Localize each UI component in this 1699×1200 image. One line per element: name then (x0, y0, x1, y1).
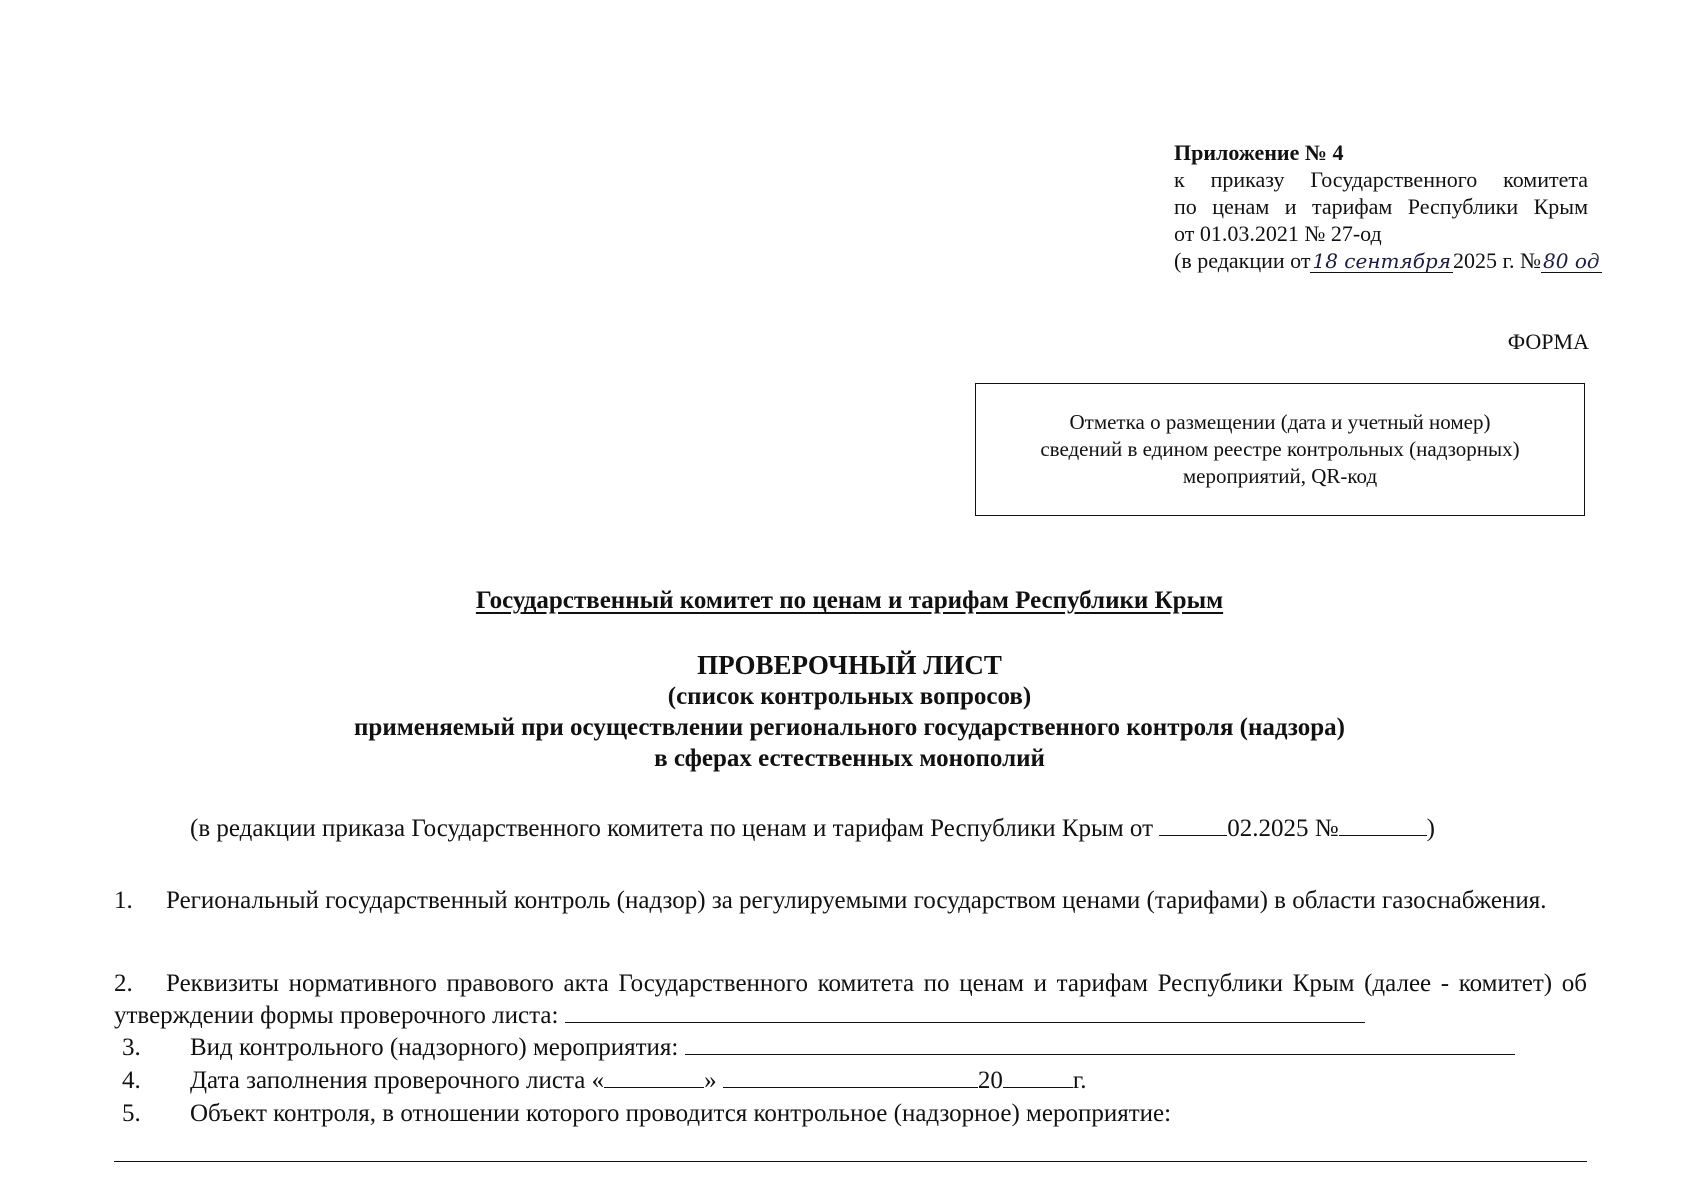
item-number: 5. (122, 1100, 141, 1127)
document-title (0, 650, 1699, 774)
edition-note (190, 813, 1435, 843)
item-text: Реквизиты нормативного правового акта Государственного комитета по ценам и тарифам Республики Крым (далее - комитет) об утверждении формы проверочного листа: (114, 970, 1587, 1029)
appendix-edition-line (1174, 247, 1600, 274)
organization-name: Государственный комитет по ценам и тарифам Республики Крым (475, 587, 1224, 614)
list-item (114, 885, 1587, 917)
title-description-cont: в сферах естественных монополий (654, 745, 1045, 772)
appendix-header (1174, 139, 1600, 274)
item-number: 4. (122, 1067, 141, 1094)
form-label: ФОРМА (1507, 329, 1589, 354)
fill-month-blank[interactable] (723, 1065, 978, 1088)
registry-box-line: мероприятий, QR-код (1182, 464, 1378, 488)
item-text-mid: » (704, 1067, 723, 1094)
list-item (114, 1065, 1587, 1097)
item-number: 3. (122, 1034, 141, 1061)
control-object-blank[interactable] (114, 1161, 1587, 1162)
appendix-edition-prefix: (в редакции от (1174, 248, 1311, 273)
appendix-line-committee: по ценам и тарифам Республики Крым (1174, 194, 1588, 219)
item-number: 2. (114, 970, 133, 997)
item-text: Объект контроля, в отношении которого проводится контрольное (надзорное) мероприятие: (190, 1100, 1172, 1127)
edition-note-prefix: (в редакции приказа Государственного комитета по ценам и тарифам Республики Крым от (190, 815, 1160, 842)
registry-box-line: Отметка о размещении (дата и учетный номер) (1069, 410, 1491, 434)
list-item (114, 1032, 1587, 1064)
list-item (114, 968, 1587, 1032)
registry-box-line: сведений в едином реестре контрольных (надзорных) (1040, 437, 1520, 461)
appendix-line-order: к приказу Государственного комитета (1174, 167, 1588, 192)
appendix-edition-year: 2025 г. № (1452, 248, 1542, 273)
item-text-year: 20 (977, 1067, 1003, 1094)
list-item (114, 1098, 1587, 1130)
handwritten-edition-number: 80 од (1543, 249, 1600, 273)
registry-mark-box (975, 383, 1585, 516)
fill-year-blank[interactable] (1003, 1065, 1073, 1088)
item-text-suffix: г. (1072, 1067, 1087, 1094)
fill-day-blank[interactable] (604, 1065, 704, 1088)
item-text-prefix: Дата заполнения проверочного листа « (190, 1067, 605, 1094)
title-subtitle: (список контрольных вопросов) (667, 683, 1032, 710)
edition-number-blank[interactable] (1339, 813, 1427, 836)
title-main: ПРОВЕРОЧНЫЙ ЛИСТ (697, 650, 1002, 680)
title-description: применяемый при осуществлении регионального государственного контроля (надзора) (354, 714, 1345, 741)
item-text: Вид контрольного (надзорного) мероприятия: (190, 1034, 685, 1061)
inspection-type-blank[interactable] (685, 1032, 1515, 1055)
item-number: 1. (114, 887, 133, 914)
appendix-title: Приложение № 4 (1174, 140, 1344, 165)
handwritten-edition-date: 18 сентября (1312, 249, 1451, 273)
appendix-line-date: от 01.03.2021 № 27-од (1174, 221, 1382, 246)
edition-note-close: ) (1426, 815, 1435, 842)
legal-act-details-blank[interactable] (565, 1000, 1365, 1023)
edition-note-date: 02.2025 № (1227, 815, 1339, 842)
edition-day-blank[interactable] (1159, 813, 1227, 836)
item-text: Региональный государственный контроль (надзор) за регулируемыми государством ценами (тарифами) в области газоснабжения. (166, 887, 1547, 914)
